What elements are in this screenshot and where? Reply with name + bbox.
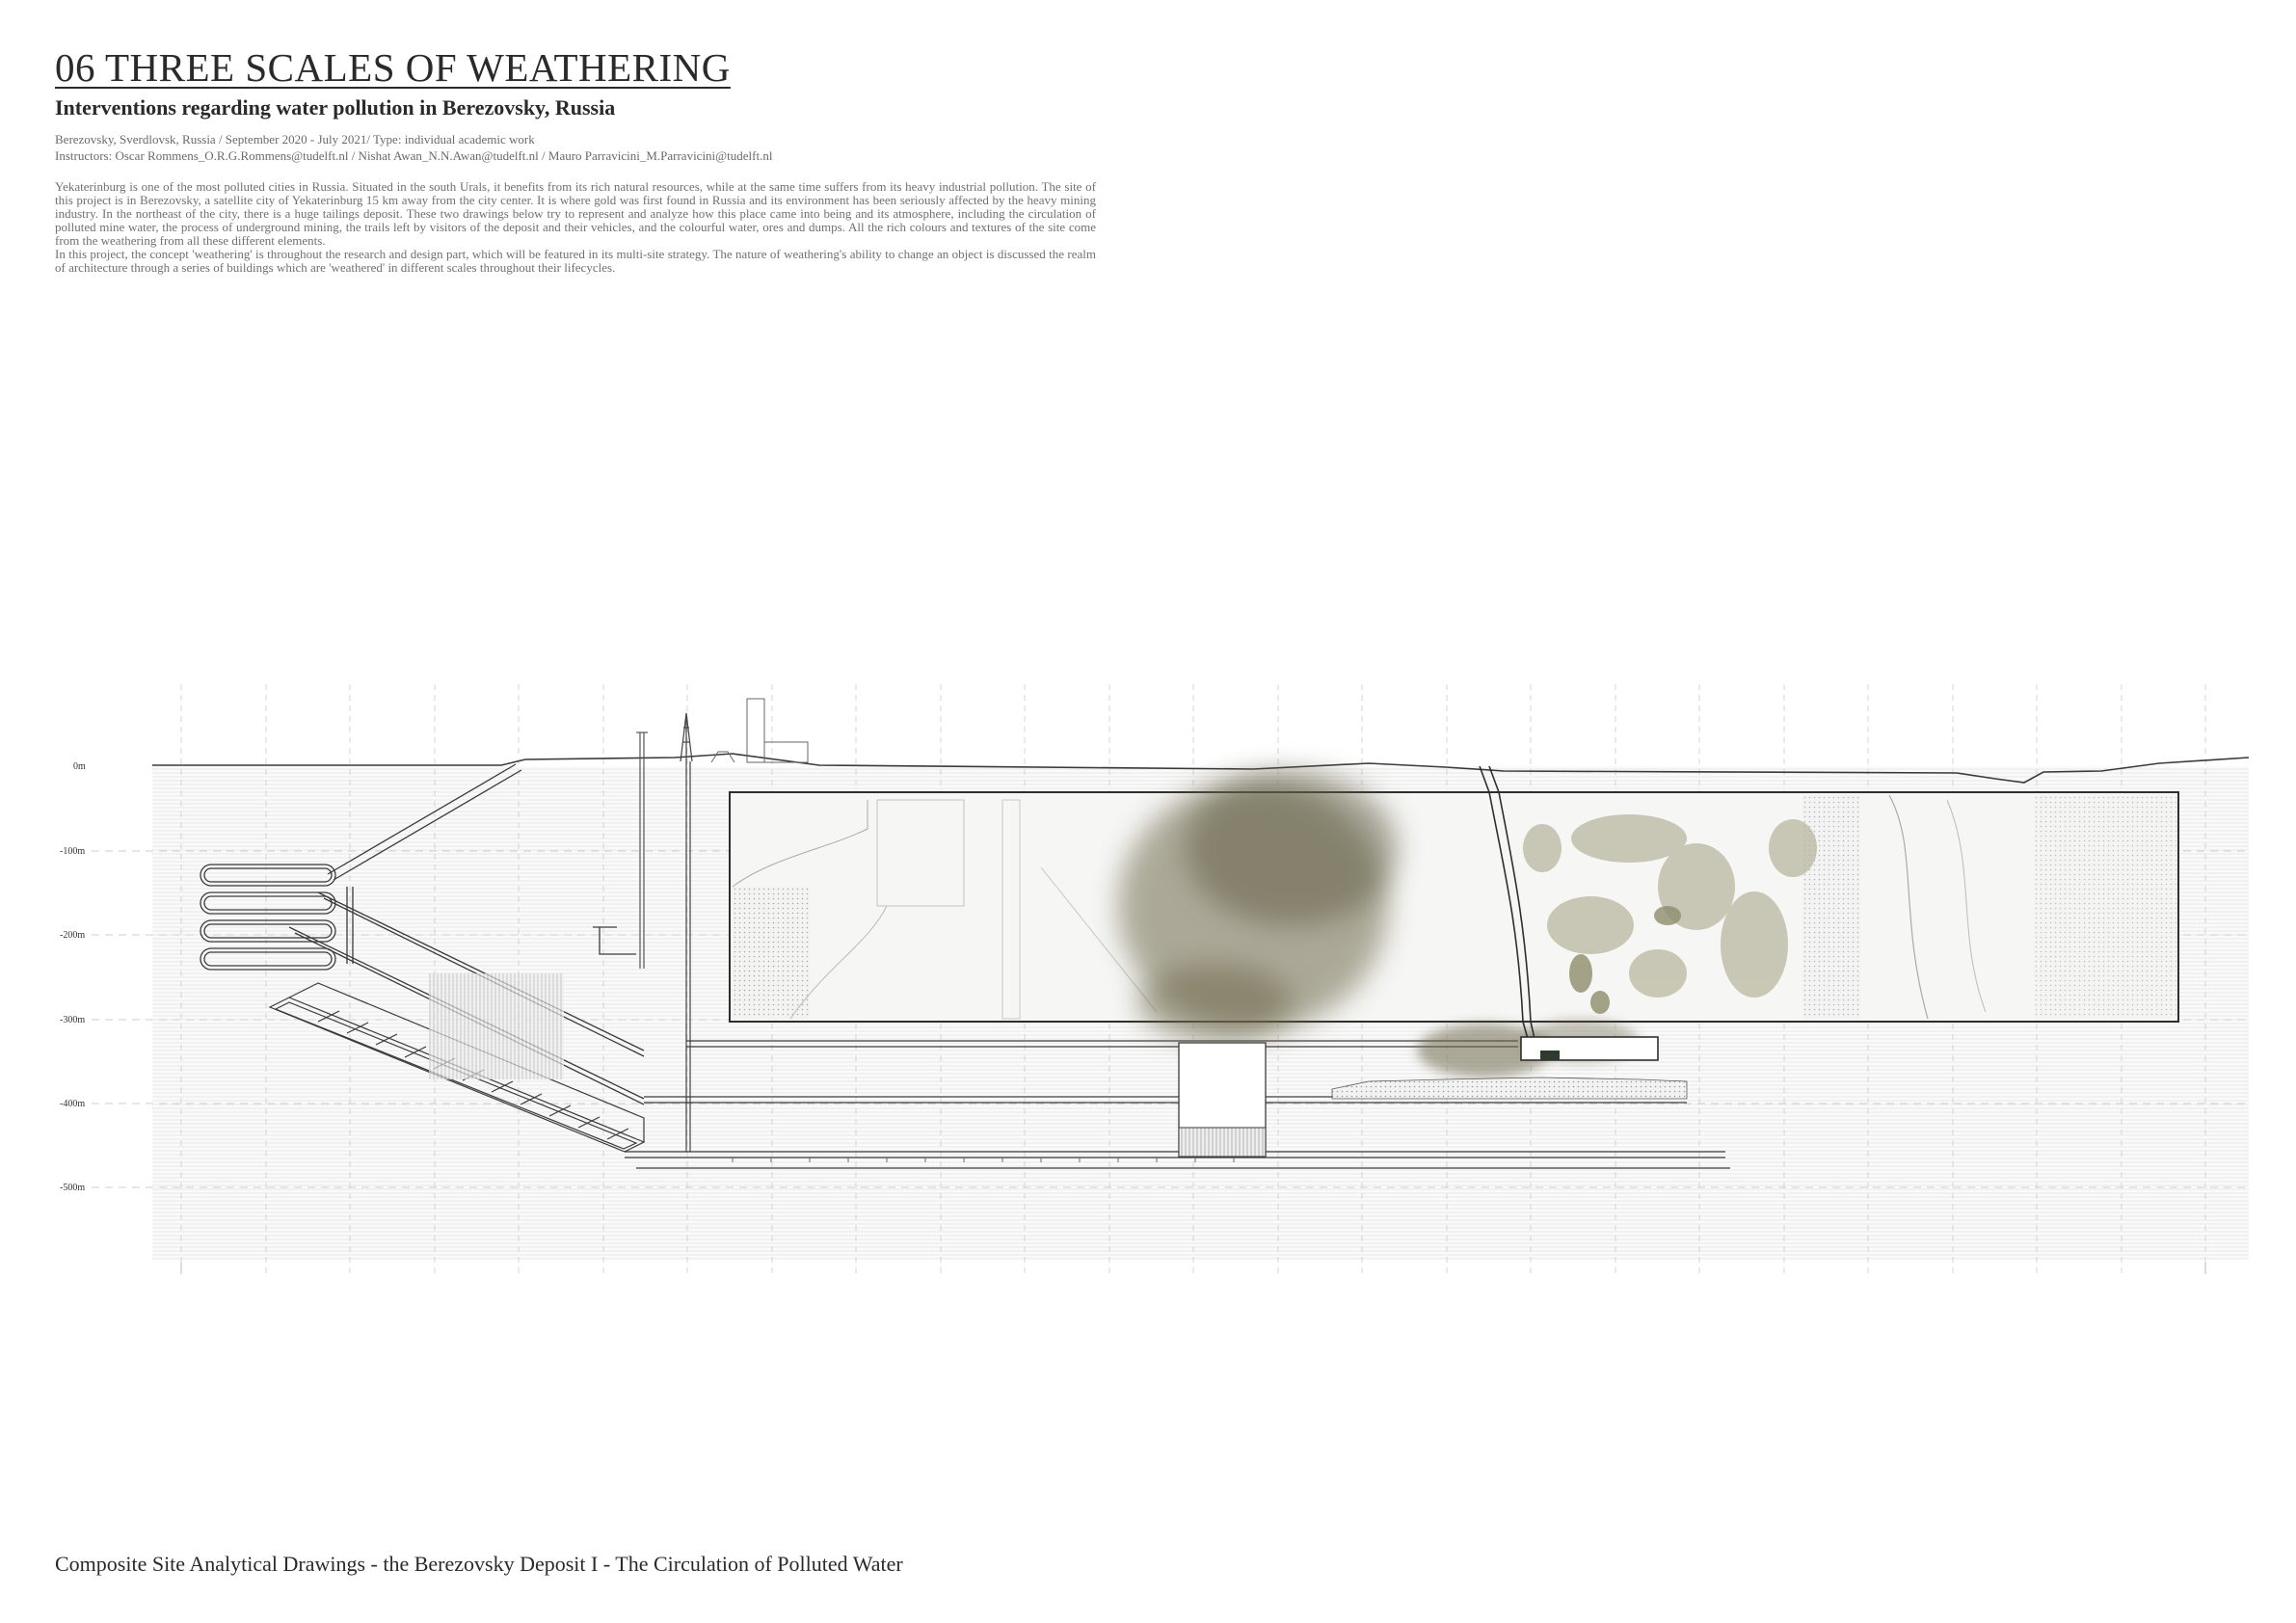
depth-label-500m: -500m	[60, 1183, 86, 1193]
ore-body-texture	[429, 973, 564, 1079]
tailings-map-panel	[730, 792, 2178, 1022]
section-drawing	[0, 665, 2296, 1301]
page-title: 06 THREE SCALES OF WEATHERING	[55, 45, 731, 90]
treatment-block	[1521, 1037, 1658, 1060]
depth-label-100m: -100m	[60, 846, 86, 857]
depth-label-400m: -400m	[60, 1099, 86, 1109]
shaft-chamber	[1179, 1043, 1266, 1157]
instructors-line: Instructors: Oscar Rommens_O.R.G.Rommens@tudelft.nl / Nishat Awan_N.N.Awan@tudelft.nl / Mauro Parravicini_M.Parravicini@tudelft.nl	[55, 148, 773, 163]
page-subtitle: Interventions regarding water pollution in Berezovsky, Russia	[55, 95, 616, 120]
project-description	[55, 180, 1096, 275]
project-meta	[55, 131, 772, 164]
depth-label-0m: 0m	[73, 761, 86, 772]
description-paragraph-2: In this project, the concept 'weathering' is throughout the research and design part, which will be featured in its multi-site strategy. The nature of weathering's ability to change an object is discussed the realm of architecture through a series of buildings which are 'weathered' in different scales throughout their lifecycles.	[55, 247, 1096, 275]
description-paragraph-1: Yekaterinburg is one of the most polluted cities in Russia. Situated in the south Urals, it benefits from its rich natural resources, while at the same time suffers from its heavy industrial pollution. The site of this project is in Berezovsky, a satellite city of Yekaterinburg 15 km away from the city center. It is where gold was first found in Russia and its environment has been seriously affected by the heavy mining industry. In the northeast of the city, there is a huge tailings deposit. These two drawings below try to represent and analyze how this place came into being and its atmosphere, including the circulation of polluted mine water, the process of underground mining, the trails left by visitors of the deposit and their vehicles, and the colourful water, ores and dumps. All the rich colours and textures of the site come from the weathering from all these different elements.	[55, 179, 1096, 248]
project-info-line: Berezovsky, Sverdlovsk, Russia / September 2020 - July 2021/ Type: individual academic work	[55, 132, 535, 146]
drawing-caption: Composite Site Analytical Drawings - the Berezovsky Deposit I - The Circulation of Polluted Water	[55, 1552, 903, 1576]
sediment-strip	[1332, 1078, 1687, 1099]
surface-building	[711, 699, 808, 762]
depth-label-200m: -200m	[60, 930, 86, 941]
depth-label-300m: -300m	[60, 1015, 86, 1025]
